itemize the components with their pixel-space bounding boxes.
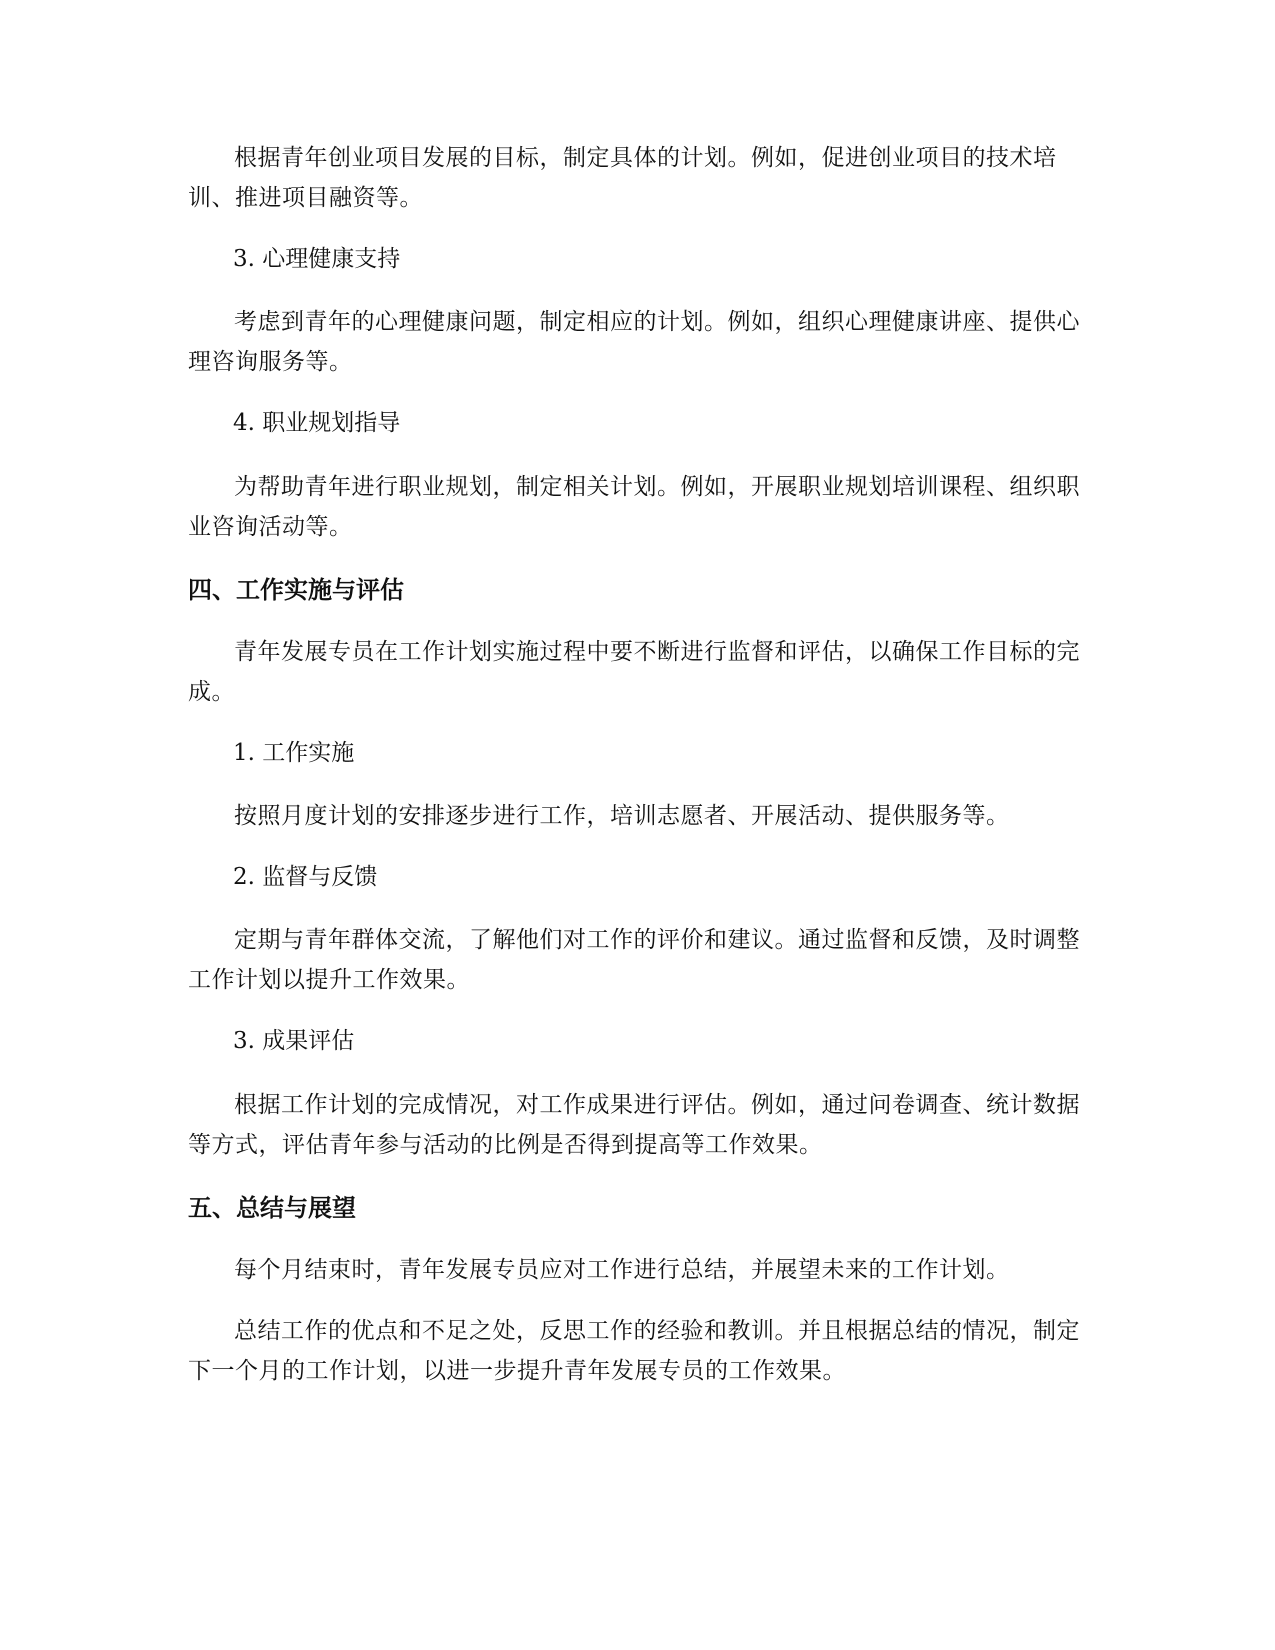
paragraph-mental-health: 考虑到青年的心理健康问题，制定相应的计划。例如，组织心理健康讲座、提供心理咨询服务等。	[188, 309, 1080, 375]
paragraph-implementation-intro: 青年发展专员在工作计划实施过程中要不断进行监督和评估，以确保工作目标的完成。	[188, 639, 1080, 705]
paragraph-startup-plan: 根据青年创业项目发展的目标，制定具体的计划。例如，促进创业项目的技术培训、推进项目融资等。	[188, 145, 1057, 211]
paragraph-results-evaluation: 根据工作计划的完成情况，对工作成果进行评估。例如，通过问卷调查、统计数据等方式，评估青年参与活动的比例是否得到提高等工作效果。	[188, 1092, 1080, 1158]
item-mental-health-title: 3. 心理健康支持	[233, 246, 401, 272]
paragraph-summary-detail: 总结工作的优点和不足之处，反思工作的经验和教训。并且根据总结的情况，制定下一个月的工作计划，以进一步提升青年发展专员的工作效果。	[188, 1318, 1080, 1384]
paragraph-summary-intro: 每个月结束时，青年发展专员应对工作进行总结，并展望未来的工作计划。	[234, 1257, 1010, 1283]
paragraph-career-guidance: 为帮助青年进行职业规划，制定相关计划。例如，开展职业规划培训课程、组织职业咨询活动等。	[188, 474, 1080, 540]
section-heading-implementation: 四、工作实施与评估	[188, 576, 404, 604]
item-results-evaluation-title: 3. 成果评估	[233, 1028, 355, 1054]
item-career-guidance-title: 4. 职业规划指导	[233, 410, 401, 436]
paragraph-work-implementation: 按照月度计划的安排逐步进行工作，培训志愿者、开展活动、提供服务等。	[234, 803, 1010, 829]
item-supervision-title: 2. 监督与反馈	[233, 864, 378, 890]
item-work-implementation-title: 1. 工作实施	[233, 740, 355, 766]
paragraph-supervision: 定期与青年群体交流，了解他们对工作的评价和建议。通过监督和反馈，及时调整工作计划以提升工作效果。	[188, 927, 1080, 993]
section-heading-summary: 五、总结与展望	[188, 1194, 356, 1222]
